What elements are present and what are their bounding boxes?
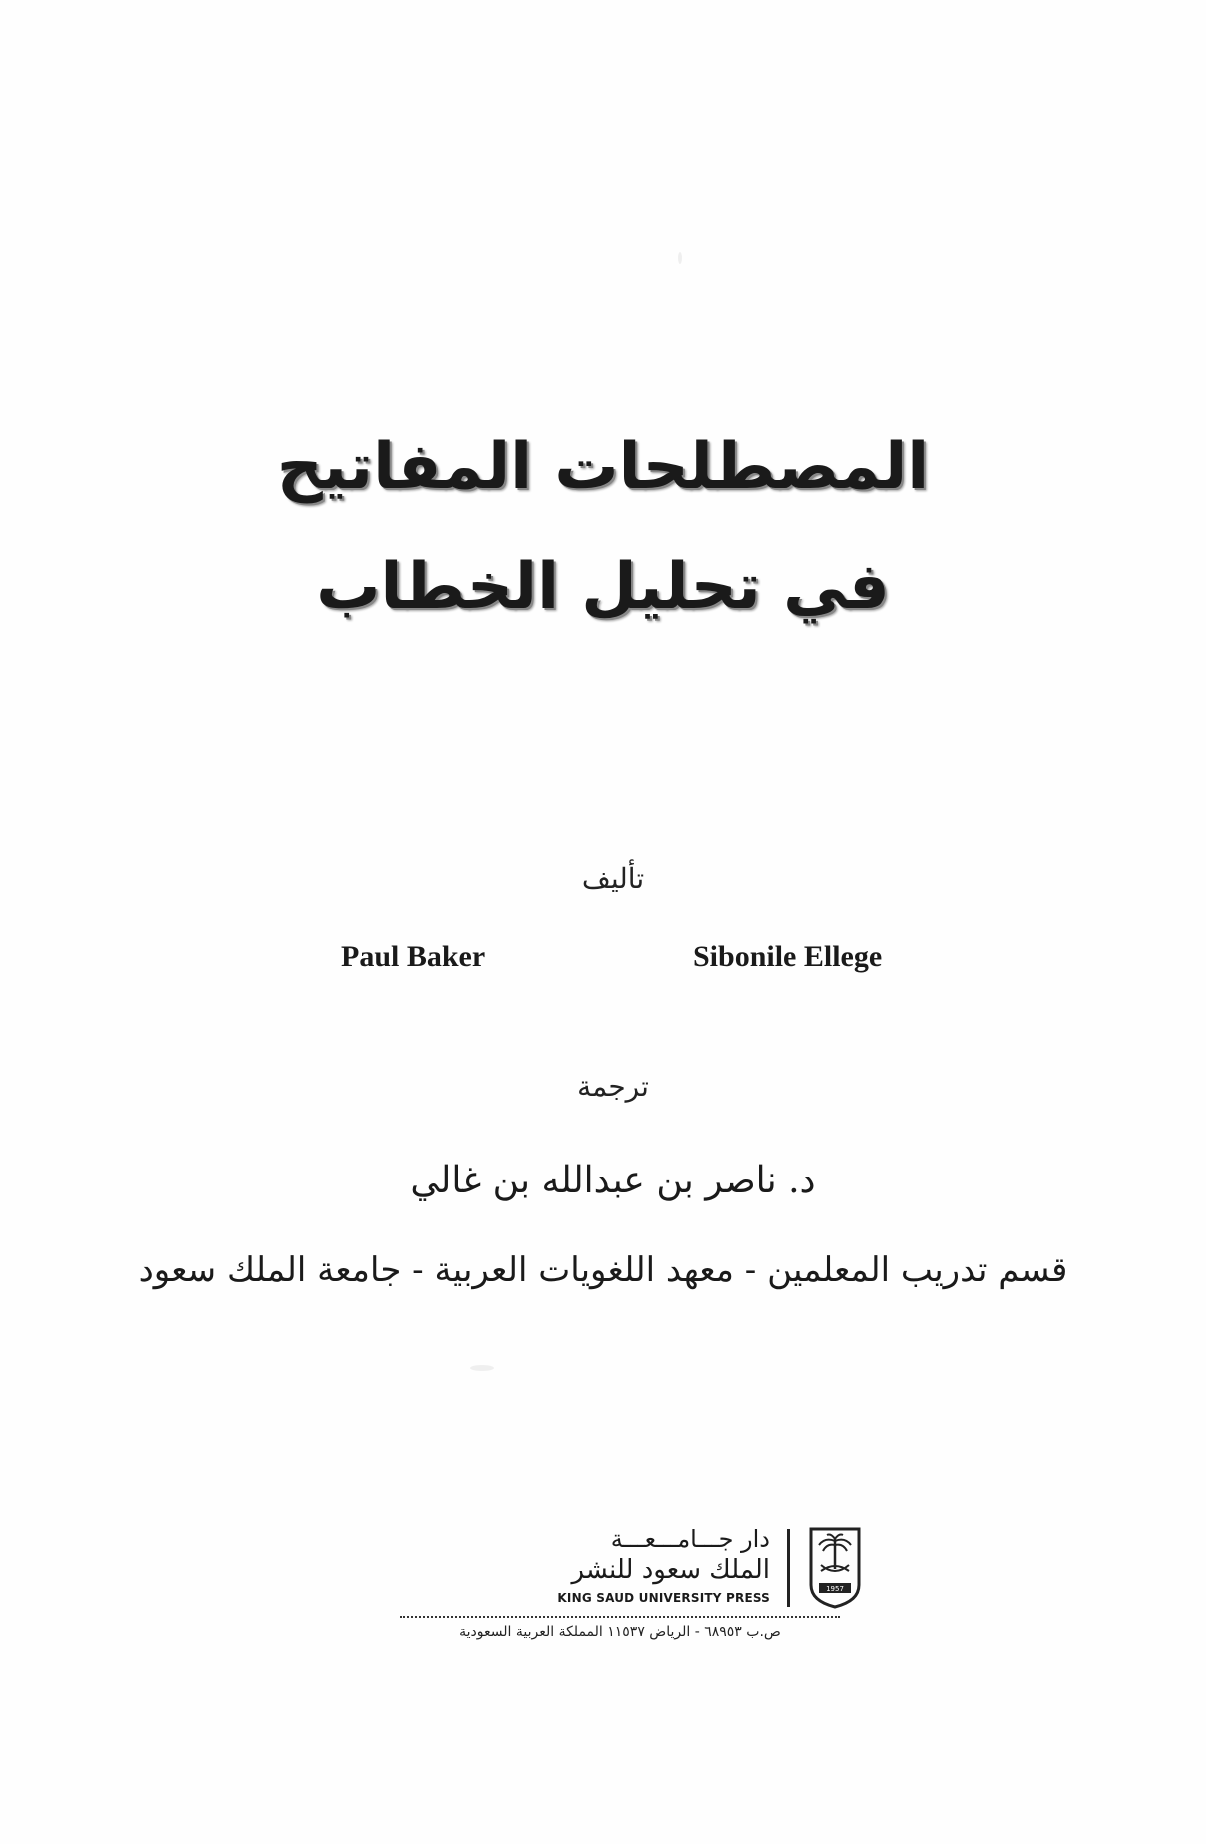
translated-by-label: ترجمة [577, 1070, 649, 1103]
title-line-2: في تحليل الخطاب [316, 550, 890, 624]
author-name: Sibonile Ellege [693, 940, 883, 973]
publisher-divider [787, 1529, 790, 1607]
publisher-name-english: KING SAUD UNIVERSITY PRESS [557, 1591, 770, 1605]
publisher-name-arabic-line2: الملك سعود للنشر [571, 1555, 770, 1585]
title-line-1: المصطلحات المفاتيح [276, 430, 930, 504]
authored-by-label: تأليف [581, 862, 645, 895]
translator-name: د. ناصر بن عبدالله بن غالي [410, 1160, 816, 1201]
palm-and-swords-emblem-icon [805, 1525, 865, 1609]
translator-affiliation: قسم تدريب المعلمين - معهد اللغويات العربية - جامعة الملك سعود [138, 1250, 1068, 1290]
publisher-dotted-rule [400, 1616, 840, 1618]
publisher-block [470, 1525, 844, 1615]
paper-mark [470, 1365, 494, 1371]
publisher-address: ص.ب ٦٨٩٥٣ - الرياض ١١٥٣٧ المملكة العربية السعودية [459, 1624, 781, 1640]
author-name: Paul Baker [341, 940, 486, 973]
publisher-name-arabic-line1: دار جـــامـــعـــة [610, 1525, 770, 1553]
paper-mark [678, 252, 682, 264]
svg-text:1957: 1957 [826, 1585, 844, 1593]
